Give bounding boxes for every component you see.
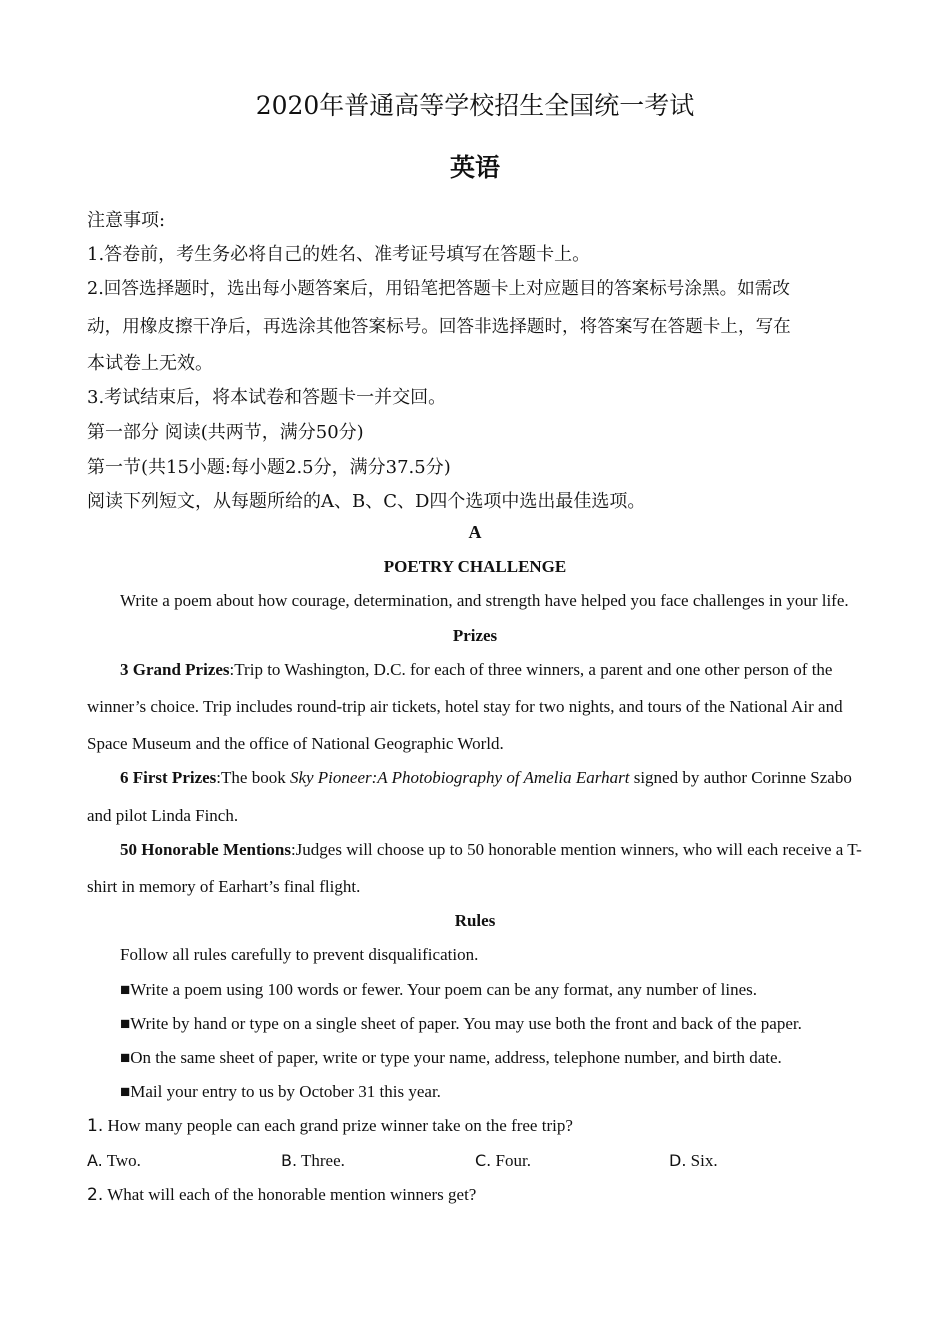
- rules-intro: Follow all rules carefully to prevent disqualification.: [120, 945, 479, 964]
- honorable-mentions-text: :Judges will choose up to 50 honorable mention winners, who will each receive a T-: [290, 840, 862, 859]
- part-one-heading: 第一部分 阅读(共两节，满分50分): [87, 422, 364, 443]
- option-d-text: Six.: [690, 1151, 718, 1170]
- honorable-mentions-line-1: [120, 840, 862, 860]
- exam-title: 2020年普通高等学校招生全国统一考试: [255, 91, 695, 120]
- grand-prizes-line-1: [120, 660, 832, 680]
- grand-prizes-text: :Trip to Washington, D.C. for each of three winners, a parent and one other person of the: [229, 660, 833, 679]
- option-b[interactable]: [281, 1151, 345, 1171]
- prizes-heading: Prizes: [452, 626, 498, 645]
- grand-prizes-label: 3 Grand Prizes: [120, 660, 230, 679]
- first-prizes-label: 6 First Prizes: [120, 768, 217, 787]
- option-d-label: D.: [669, 1151, 687, 1170]
- question-2-number: 2.: [87, 1185, 104, 1205]
- option-c-text: Four.: [495, 1151, 531, 1170]
- option-a[interactable]: [87, 1151, 141, 1171]
- first-prizes-line-1: [120, 768, 852, 788]
- first-prizes-text-b: signed by author Corinne Szabo: [629, 768, 852, 787]
- option-c-label: C.: [475, 1151, 492, 1170]
- notice-item-1: 1.答卷前，考生务必将自己的姓名、准考证号填写在答题卡上。: [87, 244, 591, 265]
- notice-item-2-line-1: 2.回答选择题时，选出每小题答案后，用铅笔把答题卡上对应题目的答案标号涂黑。如需改: [87, 279, 790, 299]
- passage-intro: Write a poem about how courage, determination, and strength have helped you face challenges in your life.: [120, 591, 849, 610]
- section-one-heading: 第一节(共15小题:每小题2.5分，满分37.5分): [87, 457, 451, 478]
- question-1: [87, 1116, 573, 1136]
- rule-item-2: ■Write by hand or type on a single sheet of paper. You may use both the front and back of the paper.: [120, 1014, 802, 1033]
- notice-item-2-line-3: 本试卷上无效。: [87, 353, 213, 374]
- option-a-text: Two.: [106, 1151, 141, 1170]
- option-b-label: B.: [281, 1151, 298, 1170]
- notice-item-2-line-2: 动，用橡皮擦干净后，再选涂其他答案标号。回答非选择题时，将答案写在答题卡上，写在: [87, 317, 791, 337]
- passage-letter: A: [468, 522, 482, 542]
- option-c[interactable]: [475, 1151, 531, 1171]
- question-2: [87, 1185, 476, 1205]
- option-b-text: Three.: [301, 1151, 345, 1170]
- option-a-label: A.: [87, 1151, 103, 1170]
- rule-item-3: ■On the same sheet of paper, write or type your name, address, telephone number, and birth date.: [120, 1048, 782, 1067]
- grand-prizes-line-2: winner’s choice. Trip includes round-trip air tickets, hotel stay for two nights, and tours of the National Air and: [87, 697, 843, 716]
- rules-heading: Rules: [454, 911, 496, 930]
- option-d[interactable]: [669, 1151, 718, 1171]
- rule-item-4: ■Mail your entry to us by October 31 this year.: [120, 1082, 441, 1101]
- question-1-number: 1.: [87, 1116, 104, 1136]
- notice-item-3: 3.考试结束后，将本试卷和答题卡一并交回。: [87, 387, 447, 408]
- notice-heading: 注意事项:: [87, 210, 166, 231]
- rule-item-1: ■Write a poem using 100 words or fewer. Your poem can be any format, any number of lines.: [120, 980, 758, 999]
- passage-title: POETRY CHALLENGE: [383, 557, 567, 576]
- first-prizes-text-a: :The book: [216, 768, 290, 787]
- subject-title: 英语: [449, 153, 500, 182]
- honorable-mentions-line-2: shirt in memory of Earhart’s final flight.: [87, 877, 361, 896]
- honorable-mentions-label: 50 Honorable Mentions: [120, 840, 291, 859]
- question-1-text: How many people can each grand prize winner take on the free trip?: [107, 1116, 573, 1135]
- reading-instruction: 阅读下列短文，从每题所给的A、B、C、D四个选项中选出最佳选项。: [87, 491, 646, 512]
- first-prizes-line-2: and pilot Linda Finch.: [87, 806, 239, 825]
- grand-prizes-line-3: Space Museum and the office of National Geographic World.: [87, 734, 504, 753]
- question-2-text: What will each of the honorable mention winners get?: [107, 1185, 477, 1204]
- book-title: Sky Pioneer:A Photobiography of Amelia Earhart: [289, 768, 630, 787]
